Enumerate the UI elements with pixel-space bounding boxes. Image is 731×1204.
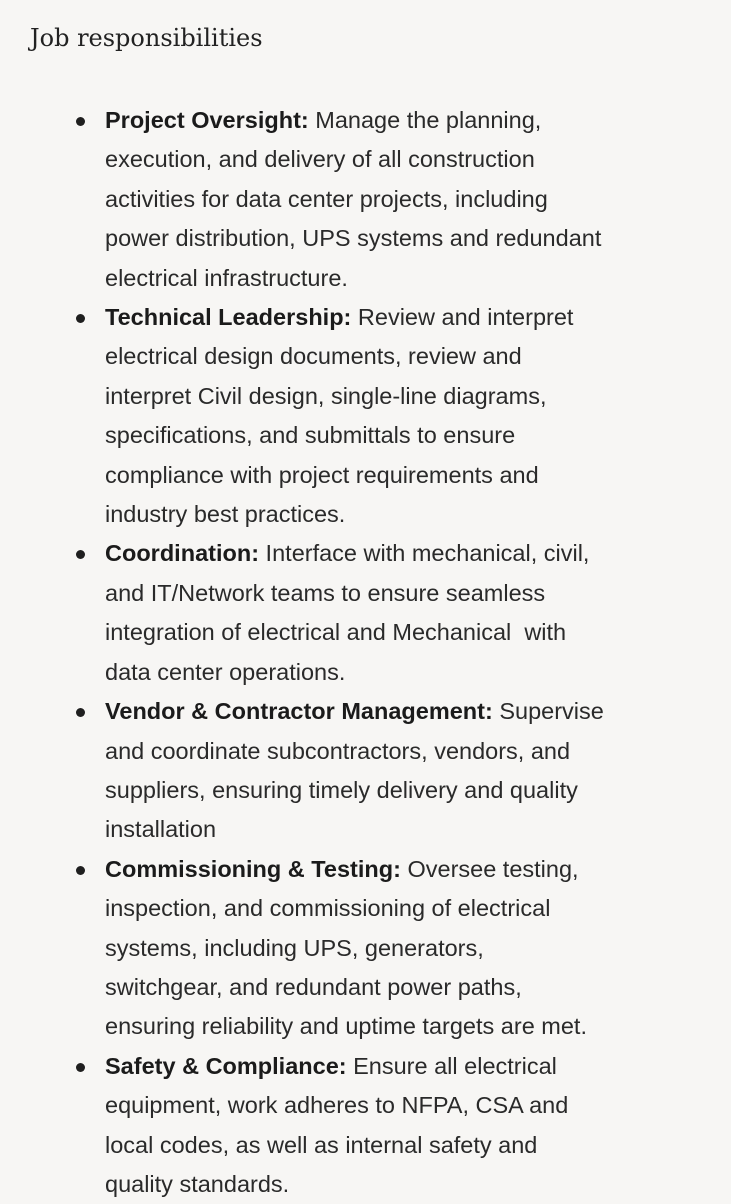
item-text: ensuring reliability and uptime targets are met.	[105, 1013, 587, 1040]
item-text: systems, including UPS, generators,	[105, 934, 484, 961]
item-line	[105, 101, 711, 140]
item-text: and IT/Network teams to ensure seamless	[105, 579, 546, 606]
bullet-icon	[76, 866, 85, 875]
item-term: Safety & Compliance:	[105, 1052, 347, 1079]
item-text: activities for data center projects, including	[105, 185, 548, 212]
item-text: Interface with mechanical, civil,	[259, 540, 590, 567]
item-line	[105, 298, 711, 337]
item-text: specifications, and submittals to ensure	[105, 422, 516, 449]
list-item	[0, 101, 731, 298]
list-item	[0, 298, 731, 534]
item-term: Vendor & Contractor Management:	[105, 698, 493, 725]
bullet-icon	[76, 1063, 85, 1072]
item-text: Supervise	[492, 698, 604, 725]
item-term: Technical Leadership:	[105, 304, 352, 331]
responsibilities-list	[0, 101, 731, 1204]
item-text: quality standards.	[105, 1170, 290, 1197]
item-text: compliance with project requirements and	[105, 461, 539, 488]
item-text: switchgear, and redundant power paths,	[105, 973, 522, 1000]
item-text: and coordinate subcontractors, vendors, and	[105, 737, 571, 764]
item-text: installation	[105, 816, 217, 843]
list-item	[0, 534, 731, 692]
item-term: Commissioning & Testing:	[105, 855, 401, 882]
list-item	[0, 850, 731, 1047]
item-text: interpret Civil design, single-line diagrams,	[105, 382, 547, 409]
item-text: local codes, as well as internal safety and	[105, 1131, 538, 1158]
item-line	[105, 850, 711, 889]
item-line	[105, 1047, 711, 1086]
item-text: equipment, work adheres to NFPA, CSA and	[105, 1092, 569, 1119]
item-term: Coordination:	[105, 540, 260, 567]
bullet-icon	[76, 550, 85, 559]
list-item	[0, 1047, 731, 1204]
item-text: electrical design documents, review and	[105, 343, 522, 370]
section-heading: Job responsibilities	[30, 24, 263, 52]
bullet-icon	[76, 314, 85, 323]
item-text: Manage the planning,	[308, 107, 542, 133]
item-line	[105, 534, 711, 573]
item-text: integration of electrical and Mechanical with	[105, 619, 567, 646]
list-item	[0, 692, 731, 850]
item-text: suppliers, ensuring timely delivery and quality	[105, 776, 578, 803]
item-line	[105, 692, 711, 731]
item-text: Oversee testing,	[400, 855, 579, 882]
item-text: Ensure all electrical	[346, 1052, 557, 1079]
bullet-icon	[76, 117, 85, 126]
item-text: Review and interpret	[351, 304, 574, 331]
item-text: data center operations.	[105, 658, 346, 685]
item-text: power distribution, UPS systems and redundant	[105, 225, 602, 252]
item-text: electrical infrastructure.	[105, 264, 348, 291]
item-text: inspection, and commissioning of electrical	[105, 895, 551, 922]
item-term: Project Oversight:	[105, 107, 309, 133]
item-text: execution, and delivery of all construction	[105, 146, 535, 173]
bullet-icon	[76, 708, 85, 717]
item-text: industry best practices.	[105, 501, 346, 528]
